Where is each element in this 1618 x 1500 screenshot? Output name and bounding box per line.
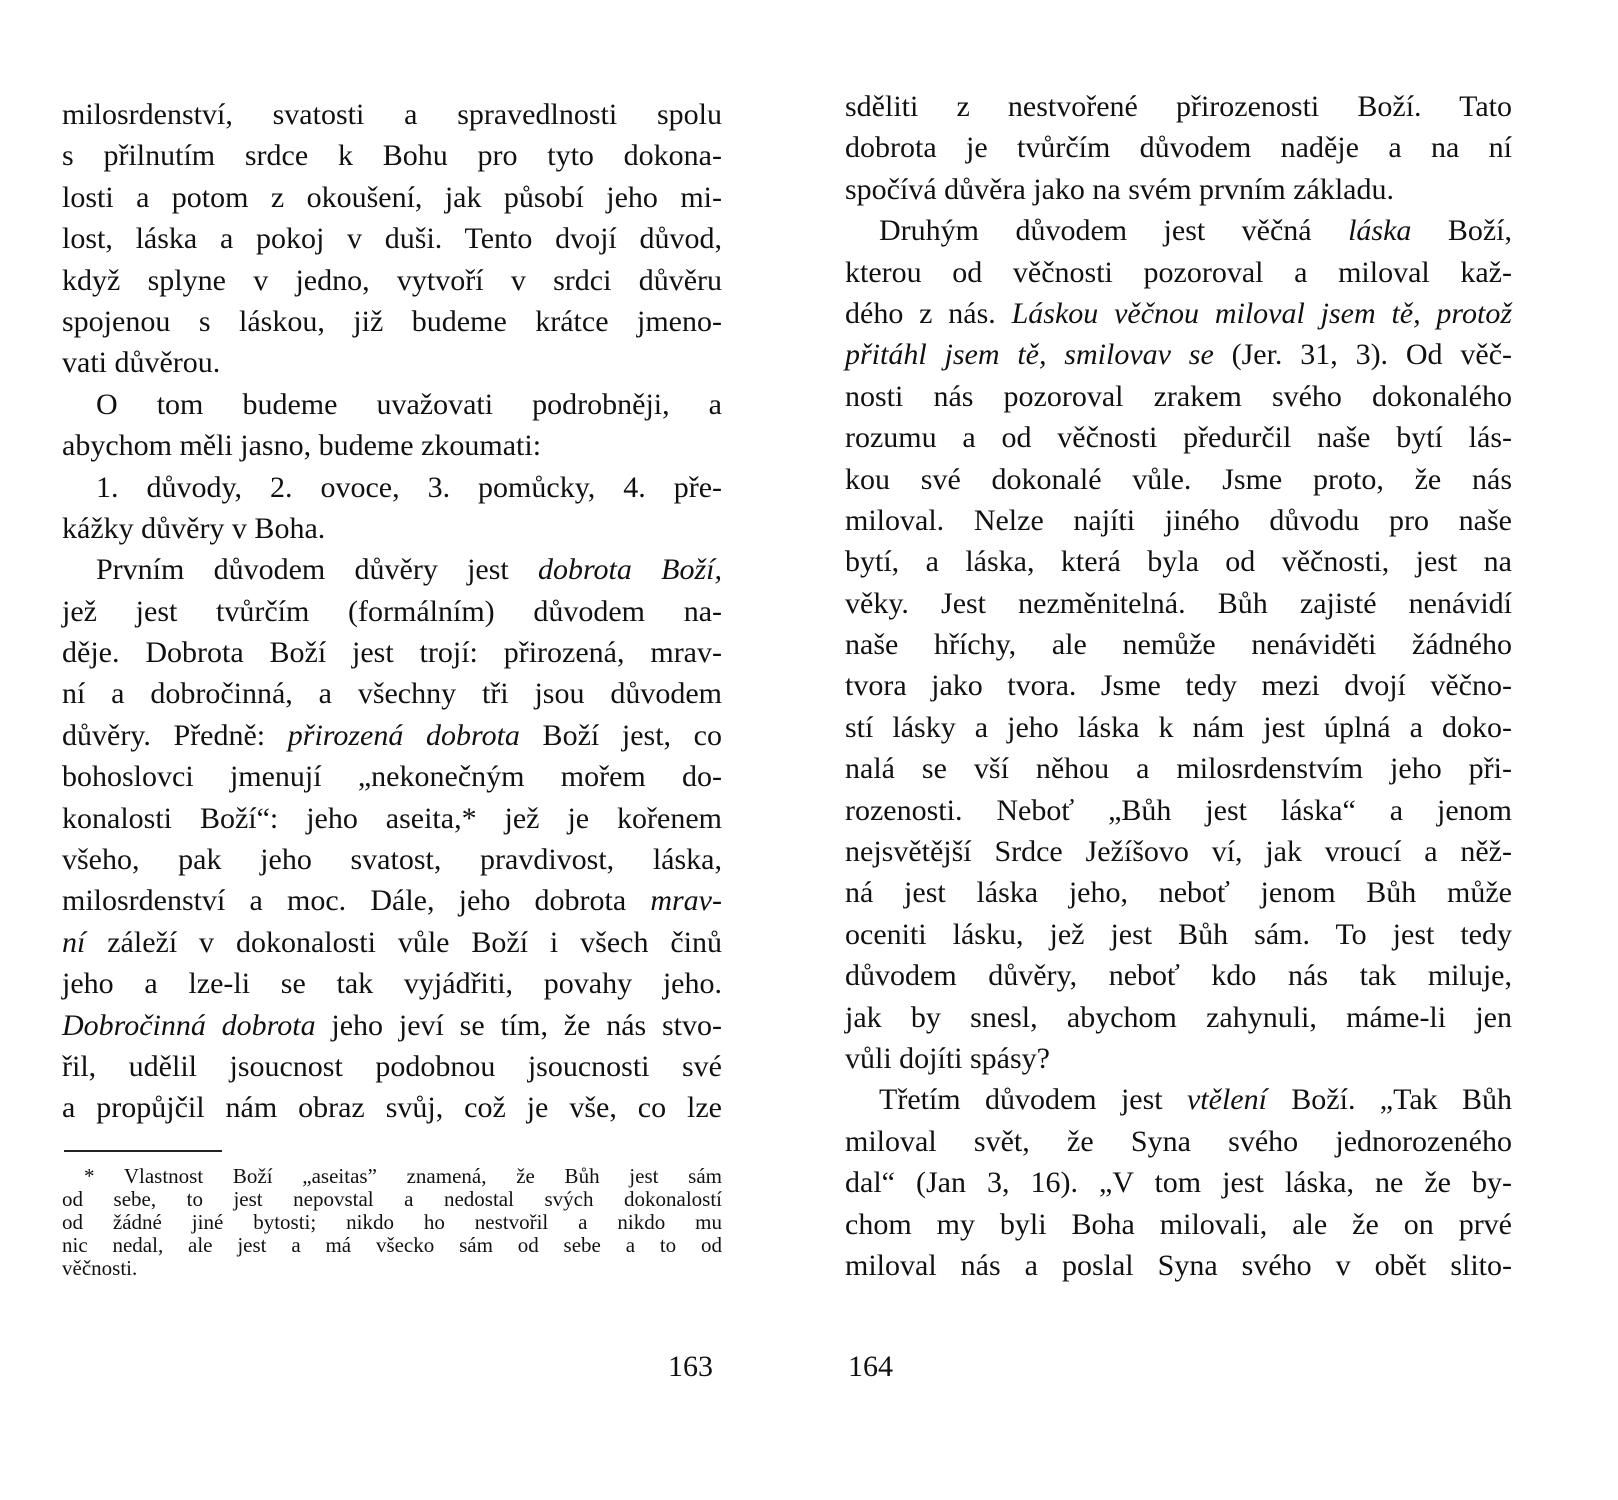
text-line (845, 86, 1512, 127)
text-line (845, 665, 1512, 706)
text-segment: nalá se vší něhou a milosrdenstvím jeho při- (845, 752, 1512, 786)
text-line (62, 798, 722, 839)
text-line (62, 1087, 722, 1128)
text-line (62, 1211, 722, 1234)
text-segment: miloval nás a poslal Syna svého v obět slito- (845, 1248, 1512, 1282)
text-segment: spočívá důvěra jako na svém prvním základu. (845, 172, 1394, 206)
text-segment: (Jer. 31, 3). Od věč- (1213, 338, 1512, 372)
text-line (62, 467, 722, 508)
text-line (845, 417, 1512, 458)
text-segment: všeho, pak jeho svatost, pravdivost, láska, (62, 843, 722, 877)
text-segment: milosrdenství, svatosti a spravedlnosti spolu (62, 98, 722, 131)
text-segment: * Vlastnost Boží „aseitas” znamená, že Bůh jest sám (84, 1164, 722, 1188)
text-line (845, 1038, 1512, 1079)
footnote (62, 1165, 722, 1280)
text-segment: důvodem důvěry, neboť kdo nás tak miluje, (845, 959, 1512, 993)
text-line (845, 1245, 1512, 1286)
text-segment: kážky důvěry v Boha. (62, 511, 326, 545)
text-line (62, 549, 722, 590)
text-line (62, 715, 722, 756)
text-line (845, 831, 1512, 872)
text-segment: O tom budeme uvažovati podrobněji, a (96, 387, 722, 421)
text-line (62, 839, 722, 880)
italic-text: dobrota Boží, (538, 553, 722, 587)
text-segment: losti a potom z okoušení, jak působí jeho mi- (62, 180, 722, 214)
text-segment: když splyne v jedno, vytvoří v srdci důvěru (62, 263, 722, 297)
text-segment: vati důvěrou. (62, 346, 221, 380)
text-line (62, 342, 722, 383)
italic-text: Dobročinná dobrota (62, 1008, 316, 1042)
text-line (845, 583, 1512, 624)
text-line (845, 748, 1512, 789)
text-segment: rozenosti. Neboť „Bůh jest láska“ a jenom (845, 793, 1512, 827)
text-line (845, 169, 1512, 210)
text-line (845, 500, 1512, 541)
text-segment: Třetím důvodem jest (879, 1083, 1187, 1117)
text-line (62, 508, 722, 549)
text-line (62, 591, 722, 632)
text-line (845, 127, 1512, 168)
text-line (845, 872, 1512, 913)
text-segment: 1. důvody, 2. ovoce, 3. pomůcky, 4. pře- (96, 470, 722, 504)
text-segment: ná jest láska jeho, neboť jenom Bůh může (845, 876, 1512, 910)
text-segment: a propůjčil nám obraz svůj, což je vše, co lze (62, 1091, 722, 1125)
text-segment: konalosti Boží“: jeho aseita,* jež je kořenem (62, 801, 722, 835)
text-segment: s přilnutím srdce k Bohu pro tyto dokona- (62, 139, 722, 173)
text-segment: sděliti z nestvořené přirozenosti Boží. Tato (845, 90, 1512, 123)
text-segment: milosrdenství a moc. Dále, jeho dobrota (62, 884, 651, 918)
text-segment: lost, láska a pokoj v duši. Tento dvojí důvod, (62, 222, 722, 256)
text-line (62, 880, 722, 921)
text-segment: chom my byli Boha milovali, ale že on prvé (845, 1207, 1512, 1241)
text-segment: od sebe, to jest nepovstal a nedostal svých dokonalostí (62, 1187, 722, 1211)
text-segment: řil, udělil jsoucnost podobnou jsoucnosti své (62, 1049, 722, 1083)
text-segment: oceniti lásku, jež jest Bůh sám. To jest tedy (845, 917, 1512, 951)
text-segment: tvora jako tvora. Jsme tedy mezi dvojí věčno- (845, 669, 1512, 703)
text-line (845, 1121, 1512, 1162)
text-line (845, 914, 1512, 955)
text-line (845, 334, 1512, 375)
text-line (845, 1204, 1512, 1245)
text-line (62, 1188, 722, 1211)
text-segment: stí lásky a jeho láska k nám jest úplná a doko- (845, 710, 1512, 744)
italic-text: Láskou věčnou miloval jsem tě, protož (1011, 296, 1512, 330)
text-line (62, 301, 722, 342)
text-segment: jak by snesl, abychom zahynuli, máme-li jen (845, 1000, 1512, 1034)
text-segment: dobrota je tvůrčím důvodem naděje a na ní (845, 131, 1512, 165)
text-line (62, 218, 722, 259)
text-segment: od žádné jiné bytosti; nikdo ho nestvořil a nikdo mu (62, 1210, 722, 1234)
text-line (845, 210, 1512, 251)
text-segment: věčnosti. (62, 1256, 138, 1280)
text-segment: nosti nás pozoroval zrakem svého dokonalého (845, 379, 1512, 413)
text-segment: děje. Dobrota Boží jest trojí: přirozená, mrav- (62, 636, 722, 670)
text-segment: dého z nás. (845, 296, 1012, 330)
text-line (845, 293, 1512, 334)
text-segment: Boží, (1411, 214, 1513, 248)
text-segment: bohoslovci jmenují „nekonečným mořem do- (62, 760, 722, 794)
text-segment: miloval. Nelze najíti jiného důvodu pro naše (845, 503, 1512, 537)
left-page-text (62, 94, 722, 1129)
text-segment: nejsvětější Srdce Ježíšovo ví, jak vroucí a něž- (845, 835, 1512, 869)
text-line (62, 1046, 722, 1087)
text-line (845, 707, 1512, 748)
italic-text: přitáhl jsem tě, smilovav se (845, 338, 1214, 372)
text-segment: kterou od věčnosti pozoroval a miloval kaž- (845, 255, 1512, 289)
text-segment: vůli dojíti spásy? (845, 1041, 1050, 1075)
text-line (62, 1257, 722, 1280)
text-segment: dal“ (Jan 3, 16). „V tom jest láska, ne že by- (845, 1166, 1512, 1200)
text-line (62, 425, 722, 466)
text-segment: miloval svět, že Syna svého jednorozeného (845, 1124, 1512, 1158)
text-line (845, 790, 1512, 831)
italic-text: přirozená dobrota (287, 718, 520, 752)
right-page-text (845, 86, 1512, 1286)
italic-text: vtělení (1186, 1083, 1267, 1117)
text-segment: bytí, a láska, která byla od věčnosti, jest na (845, 545, 1512, 579)
text-line (62, 94, 722, 135)
text-line (62, 177, 722, 218)
italic-text: láska (1348, 214, 1412, 248)
text-line (845, 997, 1512, 1038)
text-segment: jež jest tvůrčím (formálním) důvodem na- (62, 594, 722, 628)
text-segment: abychom měli jasno, budeme zkoumati: (62, 429, 542, 463)
text-line (62, 673, 722, 714)
page-number-left: 163 (668, 1350, 713, 1383)
italic-text: mrav- (650, 884, 722, 918)
text-line (62, 135, 722, 176)
text-segment: ní a dobročinná, a všechny tři jsou důvodem (62, 677, 722, 711)
text-line (845, 955, 1512, 996)
text-line (62, 384, 722, 425)
page-number-right: 164 (848, 1350, 893, 1383)
text-segment: rozumu a od věčnosti předurčil naše bytí lás- (845, 421, 1512, 455)
text-segment: jeho a lze-li se tak vyjádřiti, povahy jeho. (62, 967, 722, 1001)
text-segment: spojenou s láskou, již budeme krátce jmeno- (62, 304, 722, 338)
text-segment: Boží jest, co (519, 718, 722, 752)
text-line (62, 1165, 722, 1188)
text-line (845, 1162, 1512, 1203)
text-segment: kou své dokonalé vůle. Jsme proto, že nás (845, 462, 1512, 496)
text-line (62, 1005, 722, 1046)
text-line (845, 541, 1512, 582)
text-segment: věky. Jest nezměnitelná. Bůh zajisté nenávidí (845, 586, 1512, 620)
text-segment: nic nedal, ale jest a má všecko sám od sebe a to od (62, 1233, 722, 1257)
footnote-divider (64, 1150, 222, 1152)
text-segment: Boží. „Tak Bůh (1266, 1083, 1512, 1117)
text-segment: Druhým důvodem jest věčná (879, 214, 1349, 248)
text-line (845, 1079, 1512, 1120)
text-line (845, 252, 1512, 293)
text-line (62, 922, 722, 963)
italic-text: ní (62, 925, 86, 959)
text-line (62, 963, 722, 1004)
text-line (845, 459, 1512, 500)
text-segment: Prvním důvodem důvěry jest (96, 553, 538, 587)
text-line (62, 632, 722, 673)
text-segment: záleží v dokonalosti vůle Boží i všech činů (85, 925, 722, 959)
text-line (62, 756, 722, 797)
text-line (62, 1234, 722, 1257)
text-line (845, 624, 1512, 665)
text-segment: naše hříchy, ale nemůže nenáviděti žádného (845, 628, 1512, 662)
text-segment: jeho jeví se tím, že nás stvo- (315, 1008, 722, 1042)
text-line (62, 260, 722, 301)
text-line (845, 376, 1512, 417)
text-segment: důvěry. Předně: (62, 718, 288, 752)
